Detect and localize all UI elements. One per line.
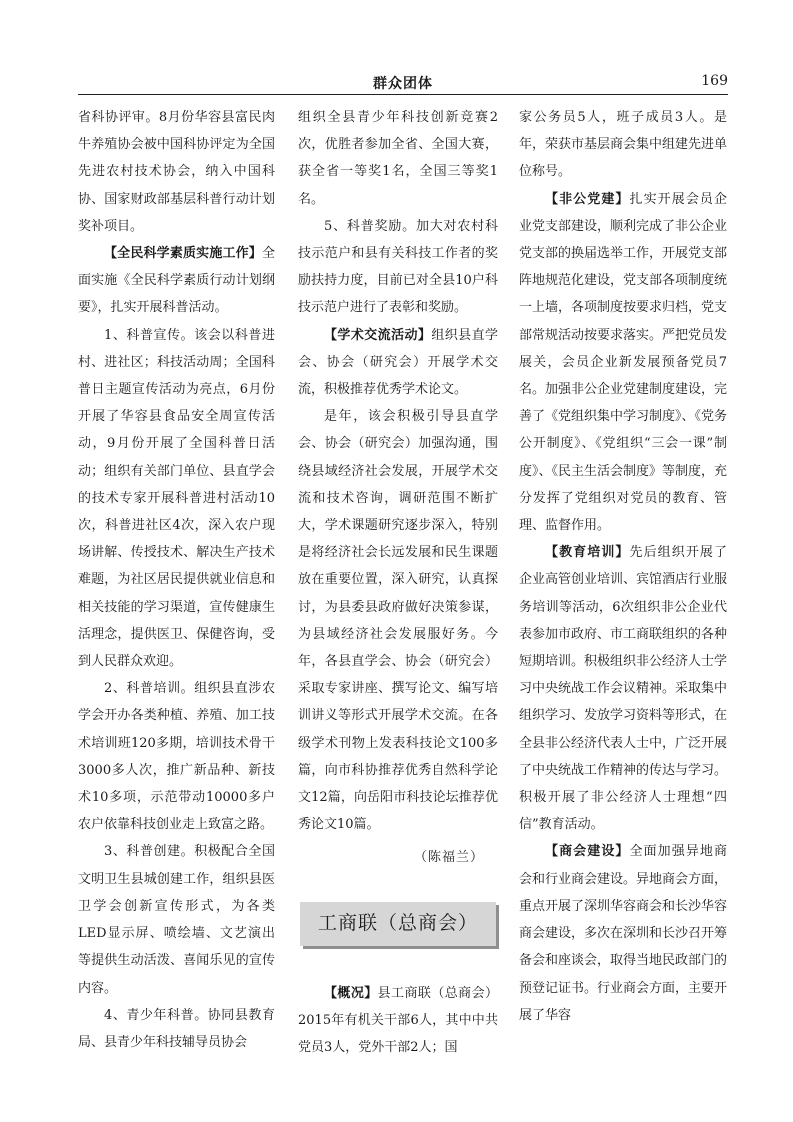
paragraph — [298, 322, 498, 404]
paragraph-text: 2、科普培训。组织县直涉农学会开办各类种植、养殖、加工技术培训班120多期，培训技术骨干3000多人次，推广新品种、新技术10多项，示范带动10000多户农户依靠科技创业走上致富之路。 — [78, 681, 275, 833]
keyword-heading: 【学术交流活动】 — [324, 327, 432, 343]
column-3 — [519, 104, 727, 1029]
paragraph-text: 组织全县青少年科技创新竞赛2次，优胜者参加全省、全国大赛，获全省一等奖1名，全国三等奖1名。 — [298, 110, 498, 207]
paragraph — [78, 838, 275, 1001]
section-name: 群众团体 — [373, 76, 433, 92]
paragraph — [78, 1002, 275, 1056]
paragraph-text: 县工商联（总商会）2015年有机关干部6人，其中中共党员3人，党外干部2人；国 — [298, 985, 498, 1056]
column-2 — [298, 104, 498, 1061]
paragraph — [298, 104, 498, 213]
author-credit: （陈福兰） — [413, 850, 484, 866]
paragraph-text: 5、科普奖励。加大对农村科技示范户和县有关科技工作者的奖励扶持力度，目前已对全县10户科技示范户进行了表彰和奖励。 — [298, 218, 498, 316]
keyword-heading: 【全民科学素质实施工作】 — [104, 246, 262, 262]
paragraph-text: 4、青少年科普。协同县教育局、县青少年科技辅导员协会 — [78, 1007, 275, 1050]
paragraph — [519, 539, 727, 838]
column-1 — [78, 104, 275, 1056]
section-title: 工商联（总商会） — [317, 912, 478, 935]
paragraph — [78, 322, 275, 676]
paragraph — [519, 838, 727, 1028]
page-number: 169 — [701, 73, 728, 89]
running-header — [78, 70, 728, 95]
keyword-heading: 【商会建设】 — [545, 844, 630, 860]
paragraph-text: 全面加强异地商会和行业商会建设。异地商会方面，重点开展了深圳华容商会和长沙华容商会建设，多次在深圳和长沙召开筹备会和座谈会，取得当地民政部门的预登记证书。行业商会方面，主要开展了华容 — [519, 844, 728, 1023]
paragraph-text: 家公务员5人，班子成员3人。是年，荣获市基层商会集中组建先进单位称号。 — [519, 110, 728, 180]
paragraph-text: 扎实开展会员企业党支部建设，顺利完成了非公企业党支部的换届选举工作，开展党支部阵地规范化建设，党支部各项制度统一上墙，各项制度按要求归档，党支部常规活动按要求落实。严把党员发展关，会员企业新发展预备党员7名。加强非公企业党建制度建设，完善了《党组织集中学习制度》、《党务公开制度》、《党组织“三会一课”制度》、《民主生活会制度》等制度，充分发挥了党组织对党员的教育、管理、监督作用。 — [519, 191, 728, 534]
keyword-heading: 【非公党建】 — [545, 191, 630, 207]
paragraph — [298, 213, 498, 322]
paragraph — [78, 675, 275, 838]
paragraph-text: 组织县直学会、协会（研究会）开展学术交流，积极推荐优秀学术论文。 — [298, 327, 498, 398]
paragraph-text: 是年，该会积极引导县直学会、协会（研究会）加强沟通，围绕县域经济社会发展，开展学术交流和技术咨询，调研范围不断扩大，学术课题研究逐步深入，特别是将经济社会长远发展和民生课题放在重要位置，深入研究，认真探讨，为县委县政府做好决策参谋，为县域经济社会发展服好务。今年，各县直学会、协会（研究会）采取专家讲座、撰写论文、编写培训讲义等形式开展学术交流。在各级学术刊物上发表科技论文100多篇，向市科协推荐优秀自然科学论文12篇，向岳阳市科技论坛推荐优秀论文10篇。 — [298, 409, 498, 833]
paragraph — [298, 980, 498, 1062]
paragraph — [78, 104, 275, 240]
paragraph — [78, 240, 275, 322]
paragraph-text: 1、科普宣传。该会以科普进村、进社区；科技活动周；全国科普日主题宣传活动为亮点，6月份开展了华容县食品安全周宣传活动，9月份开展了全国科普日活动；组织有关部门单位、县直学会的技术专家开展科普进村活动10次，科普进社区4次，深入农户现场讲解、传授技术、解决生产技术难题，为社区居民提供就业信息和相关技能的学习渠道，宣传健康生活理念，提供医卫、保健咨询，受到人民群众欢迎。 — [78, 327, 275, 670]
section-title-box — [300, 902, 496, 946]
paragraph-text: 全面实施《全民科学素质行动计划纲要》，扎实开展科普活动。 — [78, 246, 275, 316]
paragraph — [298, 403, 498, 838]
keyword-heading: 【教育培训】 — [545, 545, 630, 561]
paragraph-text: 3、科普创建。积极配合全国文明卫生县城创建工作，组织县医卫学会创新宣传形式，为各类LED显示屏、喷绘墙、文艺演出等提供生动活泼、喜闻乐见的宣传内容。 — [78, 844, 275, 996]
paragraph-text: 先后组织开展了企业高管创业培训、宾馆酒店行业服务培训等活动，6次组织非公企业代表参加市政府、市工商联组织的各种短期培训。积极组织非公经济人士学习中央统战工作会议精神。采取集中组织学习、发放学习资料等形式，在全县非公经济代表人士中，广泛开展了中央统战工作精神的传达与学习。积极开展了非公经济人士理想“四信”教育活动。 — [519, 545, 728, 833]
keyword-heading: 【概况】 — [324, 985, 378, 1001]
paragraph-text: 省科协评审。8月份华容县富民肉牛养殖协会被中国科协评定为全国先进农村技术协会，纳入中国科协、国家财政部基层科普行动计划奖补项目。 — [78, 110, 275, 234]
paragraph — [519, 186, 727, 540]
paragraph — [519, 104, 727, 186]
